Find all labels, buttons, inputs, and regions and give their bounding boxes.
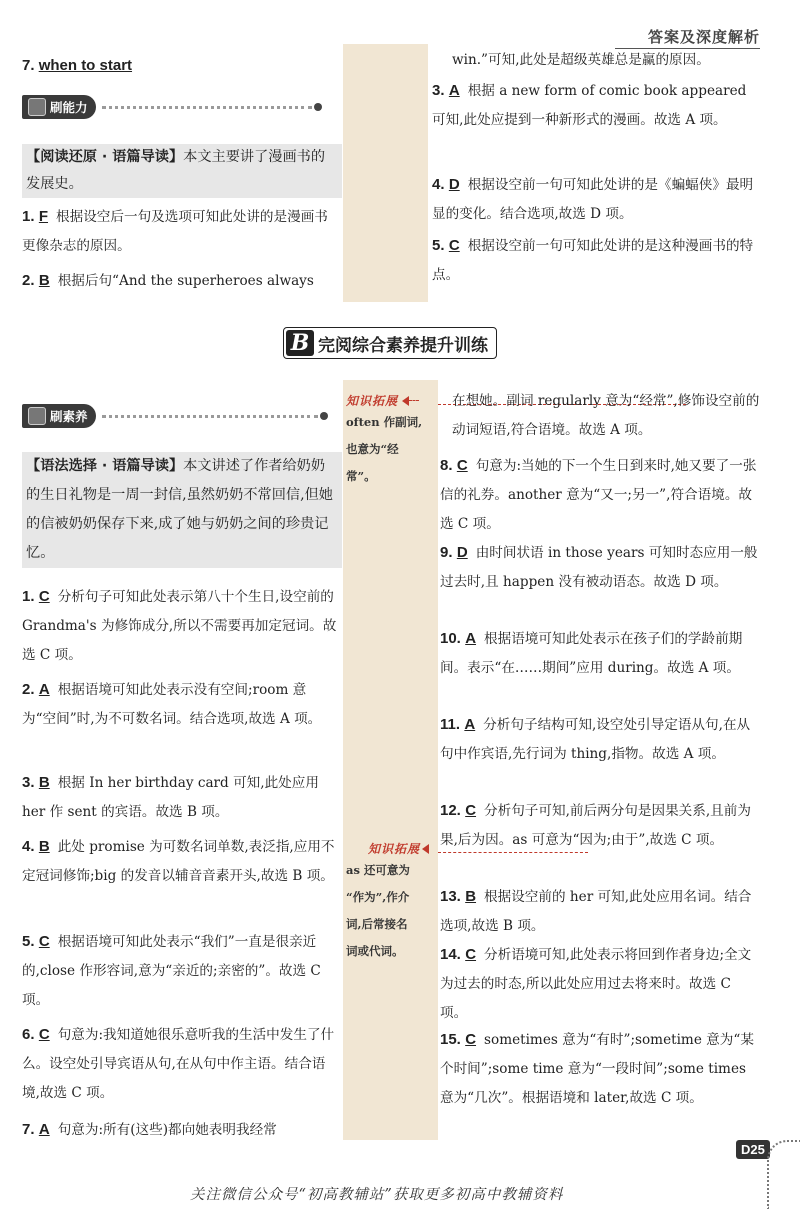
- list-item: 14. C 分析语境可知,此处表示将回到作者身边;全文为过去的时态,所以此处应用过去将来时。故选 C 项。: [440, 946, 752, 1021]
- arrow-left-icon: [422, 844, 429, 854]
- answer-letter: A: [465, 630, 477, 647]
- note-line: 常”。: [346, 469, 376, 483]
- bottom-note-band: [343, 380, 438, 1140]
- list-item: 9. D 由时间状语 in those years 可知时态应用一般过去时,且 happen 没有被动语态。故选 D 项。: [440, 544, 758, 590]
- list-item: 8. C 句意为:当她的下一个生日到来时,她又要了一张信的礼券。another 意为“又一;另一”,符合语境。故选 C 项。: [440, 457, 757, 532]
- top-right-band: [343, 44, 428, 302]
- answer-letter: C: [465, 946, 477, 963]
- answer-letter: A: [38, 1121, 50, 1138]
- dot-end: [320, 412, 328, 420]
- note-line: as 还可意为: [346, 863, 410, 877]
- note-line: “作为”,作介: [346, 890, 410, 904]
- section-letter: B: [286, 330, 314, 356]
- answer-letter: F: [38, 208, 49, 225]
- knowledge-note-1: [346, 392, 438, 490]
- list-item: 1. C 分析句子可知此处表示第八十个生日,设空前的 Grandma's 为修饰成分,所以不需要再加定冠词。故选 C 项。: [22, 588, 337, 663]
- answer-letter: B: [38, 838, 50, 855]
- list-item: 2. B 根据后句“And the superheroes always: [22, 272, 314, 289]
- guide-reading-restore: [22, 144, 342, 198]
- answer-letter: C: [38, 1026, 50, 1043]
- list-item: 5. C 根据语境可知此处表示“我们”一直是很亲近的,close 作形容词,意为“亲近的;亲密的”。故选 C 项。: [22, 933, 321, 1008]
- list-item: 12. C 分析句子可知,前后两分句是因果关系,且前为果,后为因。as 可意为“因为;由于”,故选 C 项。: [440, 802, 751, 848]
- book-icon: [28, 407, 46, 425]
- answer-letter: A: [38, 681, 50, 698]
- answer-letter: B: [38, 774, 50, 791]
- list-item: 4. D 根据设空前一句可知此处讲的是《蝙蝠侠》最明显的变化。结合选项,故选 D 项。: [432, 176, 754, 222]
- footer-watermark: 关注微信公众号“初高教辅站”获取更多初高中教辅资料: [190, 1187, 564, 1203]
- book-icon: [28, 98, 46, 116]
- answer-letter: C: [456, 457, 468, 474]
- list-item: 3. B 根据 In her birthday card 可知,此处应用 her 作 sent 的宾语。故选 B 项。: [22, 774, 319, 820]
- guide-text: 本文讲述了作者给奶奶的生日礼物是一周一封信,虽然奶奶不常回信,但她的信被奶奶保存下来,成了她与奶奶之间的珍贵记忆。: [26, 458, 333, 561]
- answer-letter: B: [465, 888, 477, 905]
- note-line: often 作副词,: [346, 415, 423, 429]
- knowledge-note-2: [346, 840, 438, 965]
- note-line: 也意为“经: [346, 442, 399, 456]
- answer-letter: C: [38, 933, 50, 950]
- note-title: 知识拓展: [346, 394, 399, 408]
- badge-shua-suyang: [22, 404, 328, 428]
- section-title: 完阅综合素养提升训练: [318, 335, 488, 356]
- answer-letter: A: [448, 82, 460, 99]
- guide-grammar-choice: [22, 452, 342, 568]
- answer-letter: C: [38, 588, 50, 605]
- guide-tag: 【语法选择 · 语篇导读】: [26, 458, 184, 474]
- list-item: 15. C sometimes 意为“有时”;sometime 意为“某个时间”;some time 意为“一段时间”;some times 意为“几次”。根据语境和 later,故选 C 项。: [440, 1031, 754, 1106]
- list-item: 5. C 根据设空前一句可知此处讲的是这种漫画书的特点。: [432, 237, 754, 283]
- badge-shua-nengli: [22, 95, 322, 119]
- arrow-left-icon: [402, 396, 409, 406]
- answer-letter: D: [456, 544, 468, 561]
- dotted-rule: [102, 106, 312, 109]
- list-item: 3. A 根据 a new form of comic book appeared 可知,此处应提到一种新形式的漫画。故选 A 项。: [432, 82, 747, 128]
- page-number: D25: [736, 1140, 770, 1159]
- list-item: 13. B 根据设空前的 her 可知,此处应用名词。结合选项,故选 B 项。: [440, 888, 752, 934]
- dotted-rule: [102, 415, 318, 418]
- note-line: 词,后常接名: [346, 917, 408, 931]
- list-item: 2. A 根据语境可知此处表示没有空间;room 意为“空间”时,为不可数名词。结合选项,故选 A 项。: [22, 681, 322, 727]
- section-b-heading: [283, 327, 497, 359]
- answer-7-text: when to start: [38, 57, 133, 74]
- continuation-text: 在想她。副词 regularly 意为“经常”,修饰设空前的动词短语,符合语境。故选 A 项。: [452, 393, 760, 438]
- list-item: 1. F 根据设空后一句及选项可知此处讲的是漫画书更像杂志的原因。: [22, 208, 328, 254]
- answer-letter: C: [448, 237, 460, 254]
- list-item: 7. A 句意为:所有(这些)都向她表明我经常: [22, 1121, 277, 1138]
- note-title: 知识拓展: [368, 842, 421, 856]
- list-item: 4. B 此处 promise 为可数名词单数,表泛指,应用不定冠词修饰;big 的发音以辅音音素开头,故选 B 项。: [22, 838, 335, 884]
- answer-letter: C: [465, 802, 477, 819]
- badge-label: 刷素养: [50, 409, 88, 424]
- answer-letter: B: [38, 272, 50, 289]
- list-item: 10. A 根据语境可知此处表示在孩子们的学龄前期间。表示“在……期间”应用 during。故选 A 项。: [440, 630, 743, 676]
- badge-label: 刷能力: [50, 100, 88, 115]
- list-item: 6. C 句意为:我知道她很乐意听我的生活中发生了什么。设空处引导宾语从句,在从句中作主语。结合语境,故选 C 项。: [22, 1026, 335, 1101]
- answer-7-num: 7.: [22, 57, 35, 74]
- answer-letter: C: [465, 1031, 477, 1048]
- answer-letter: A: [464, 716, 476, 733]
- guide-text: 本文主要讲了漫画书的发展史。: [26, 149, 326, 192]
- note-line: 词或代词。: [346, 944, 404, 958]
- answer-7: [22, 57, 132, 74]
- answer-letter: D: [448, 176, 460, 193]
- list-item: 11. A 分析句子结构可知,设空处引导定语从句,在从句中作宾语,先行词为 thing,指物。故选 A 项。: [440, 716, 751, 762]
- page-header-title: 答案及深度解析: [647, 28, 760, 46]
- page-corner-decoration: [767, 1140, 800, 1209]
- continuation-text: win.”可知,此处是超级英雄总是赢的原因。: [452, 52, 710, 68]
- dot-end: [314, 103, 322, 111]
- dashed-pointer: [409, 400, 419, 401]
- guide-tag: 【阅读还原 · 语篇导读】: [26, 149, 184, 165]
